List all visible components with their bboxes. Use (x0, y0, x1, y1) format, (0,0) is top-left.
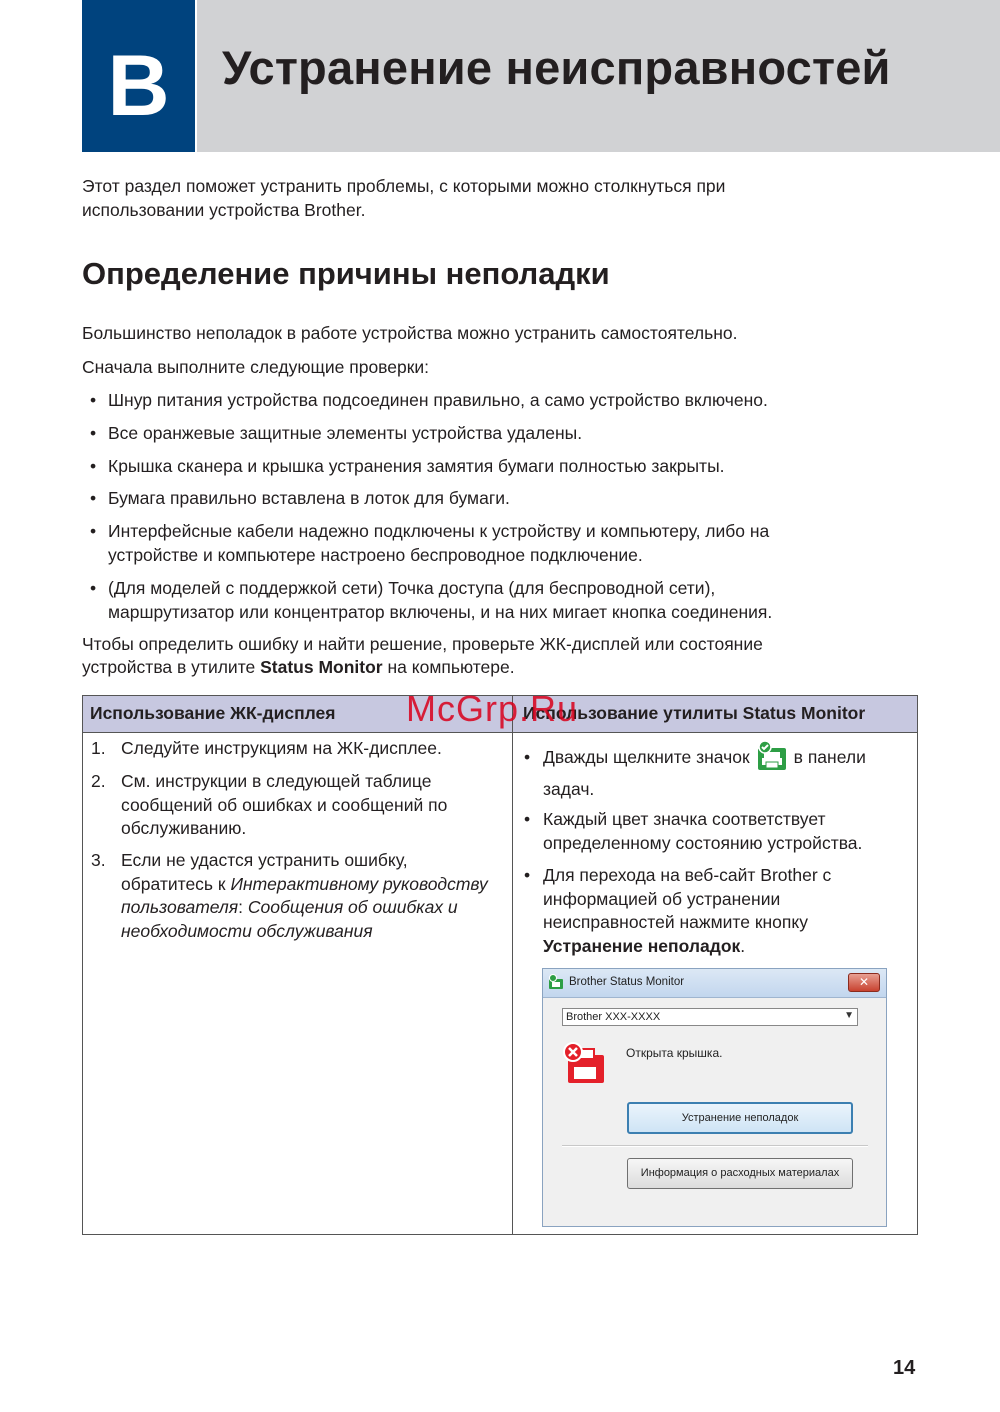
list-item: 2. См. инструкции в следующей таблице сообщений об ошибках и сообщений по обслуживанию. (91, 771, 448, 838)
paragraph-3-line-1: Чтобы определить ошибку и найти решение, проверьте ЖК-дисплей или состояние (82, 634, 763, 654)
status-monitor-tray-icon (756, 740, 788, 772)
close-button[interactable]: ✕ (848, 973, 880, 992)
bullet-dot: • (90, 456, 97, 476)
intro-line-1: Этот раздел поможет устранить проблемы, с которыми можно столкнуться при (82, 176, 726, 196)
paragraph-1: Большинство неполадок в работе устройства можно устранить самостоятельно. (82, 323, 738, 343)
check-item: • Крышка сканера и крышка устранения замятия бумаги полностью закрыты. (90, 455, 910, 479)
bullet-dot: • (90, 578, 97, 598)
status-monitor-bullet: • Дважды щелкните значок в панели задач. (524, 742, 904, 804)
table-divider (512, 696, 513, 1234)
list-item: 1. Следуйте инструкциям на ЖК-дисплее. (91, 738, 442, 758)
window-titlebar (543, 969, 886, 998)
page-title: Устранение неисправностей (222, 41, 891, 94)
section-title: Определение причины неполадки (82, 256, 610, 291)
check-item: • Все оранжевые защитные элементы устройства удалены. (90, 422, 910, 446)
check-item: • (Для моделей с поддержкой сети) Точка доступа (для беспроводной сети), маршрутизатор или концентратор включены, и на них мигает кнопка соединения. (90, 578, 773, 622)
supplies-info-button[interactable]: Информация о расходных материалах (627, 1158, 853, 1189)
check-item: • Интерфейсные кабели надежно подключены к устройству и компьютеру, либо на устройстве и компьютере настроено беспроводное подключение. (90, 521, 770, 565)
check-item: • Шнур питания устройства подсоединен правильно, а само устройство включено. (90, 389, 910, 413)
paragraph-2: Сначала выполните следующие проверки: (82, 357, 430, 377)
list-item: 3. Если не удастся устранить ошибку, обратитесь к Интерактивному руководству пользователя: Сообщения об ошибках и необходимости обслуживания (91, 850, 488, 941)
check-item: • Бумага правильно вставлена в лоток для бумаги. (90, 487, 910, 511)
bullet-dot: • (90, 488, 97, 508)
intro-line-2: использовании устройства Brother. (82, 200, 366, 220)
bullet-dot: • (90, 423, 97, 443)
app-icon (548, 974, 564, 990)
window-title: Brother Status Monitor (569, 976, 685, 988)
status-text: Открыта крышка. (626, 1046, 723, 1060)
bullet-dot: • (90, 521, 97, 541)
bullet-dot: • (90, 390, 97, 410)
divider (562, 1145, 868, 1147)
table-header-status-monitor: Использование утилиты Status Monitor (523, 703, 866, 723)
printer-error-icon (562, 1041, 608, 1087)
paragraph-3-line-2: устройства в утилите Status Monitor на компьютере. (82, 657, 515, 677)
table-header-lcd: Использование ЖК-дисплея (90, 703, 336, 723)
status-monitor-bullet: • Каждый цвет значка соответствует определенному состоянию устройства. (524, 809, 863, 853)
troubleshoot-button[interactable]: Устранение неполадок (627, 1102, 853, 1134)
watermark: McGrp.Ru (406, 688, 579, 729)
status-monitor-bullet: • Для перехода на веб-сайт Brother с информацией об устранении неисправностей нажмите кнопку Устранение неполадок. (524, 865, 832, 956)
page-number: 14 (893, 1357, 916, 1379)
chevron-down-icon: ▼ (844, 1010, 854, 1021)
chapter-letter: B (82, 0, 195, 152)
status-monitor-window (542, 968, 887, 1227)
device-select[interactable]: Brother XXX-XXXX ▼ (562, 1008, 858, 1026)
